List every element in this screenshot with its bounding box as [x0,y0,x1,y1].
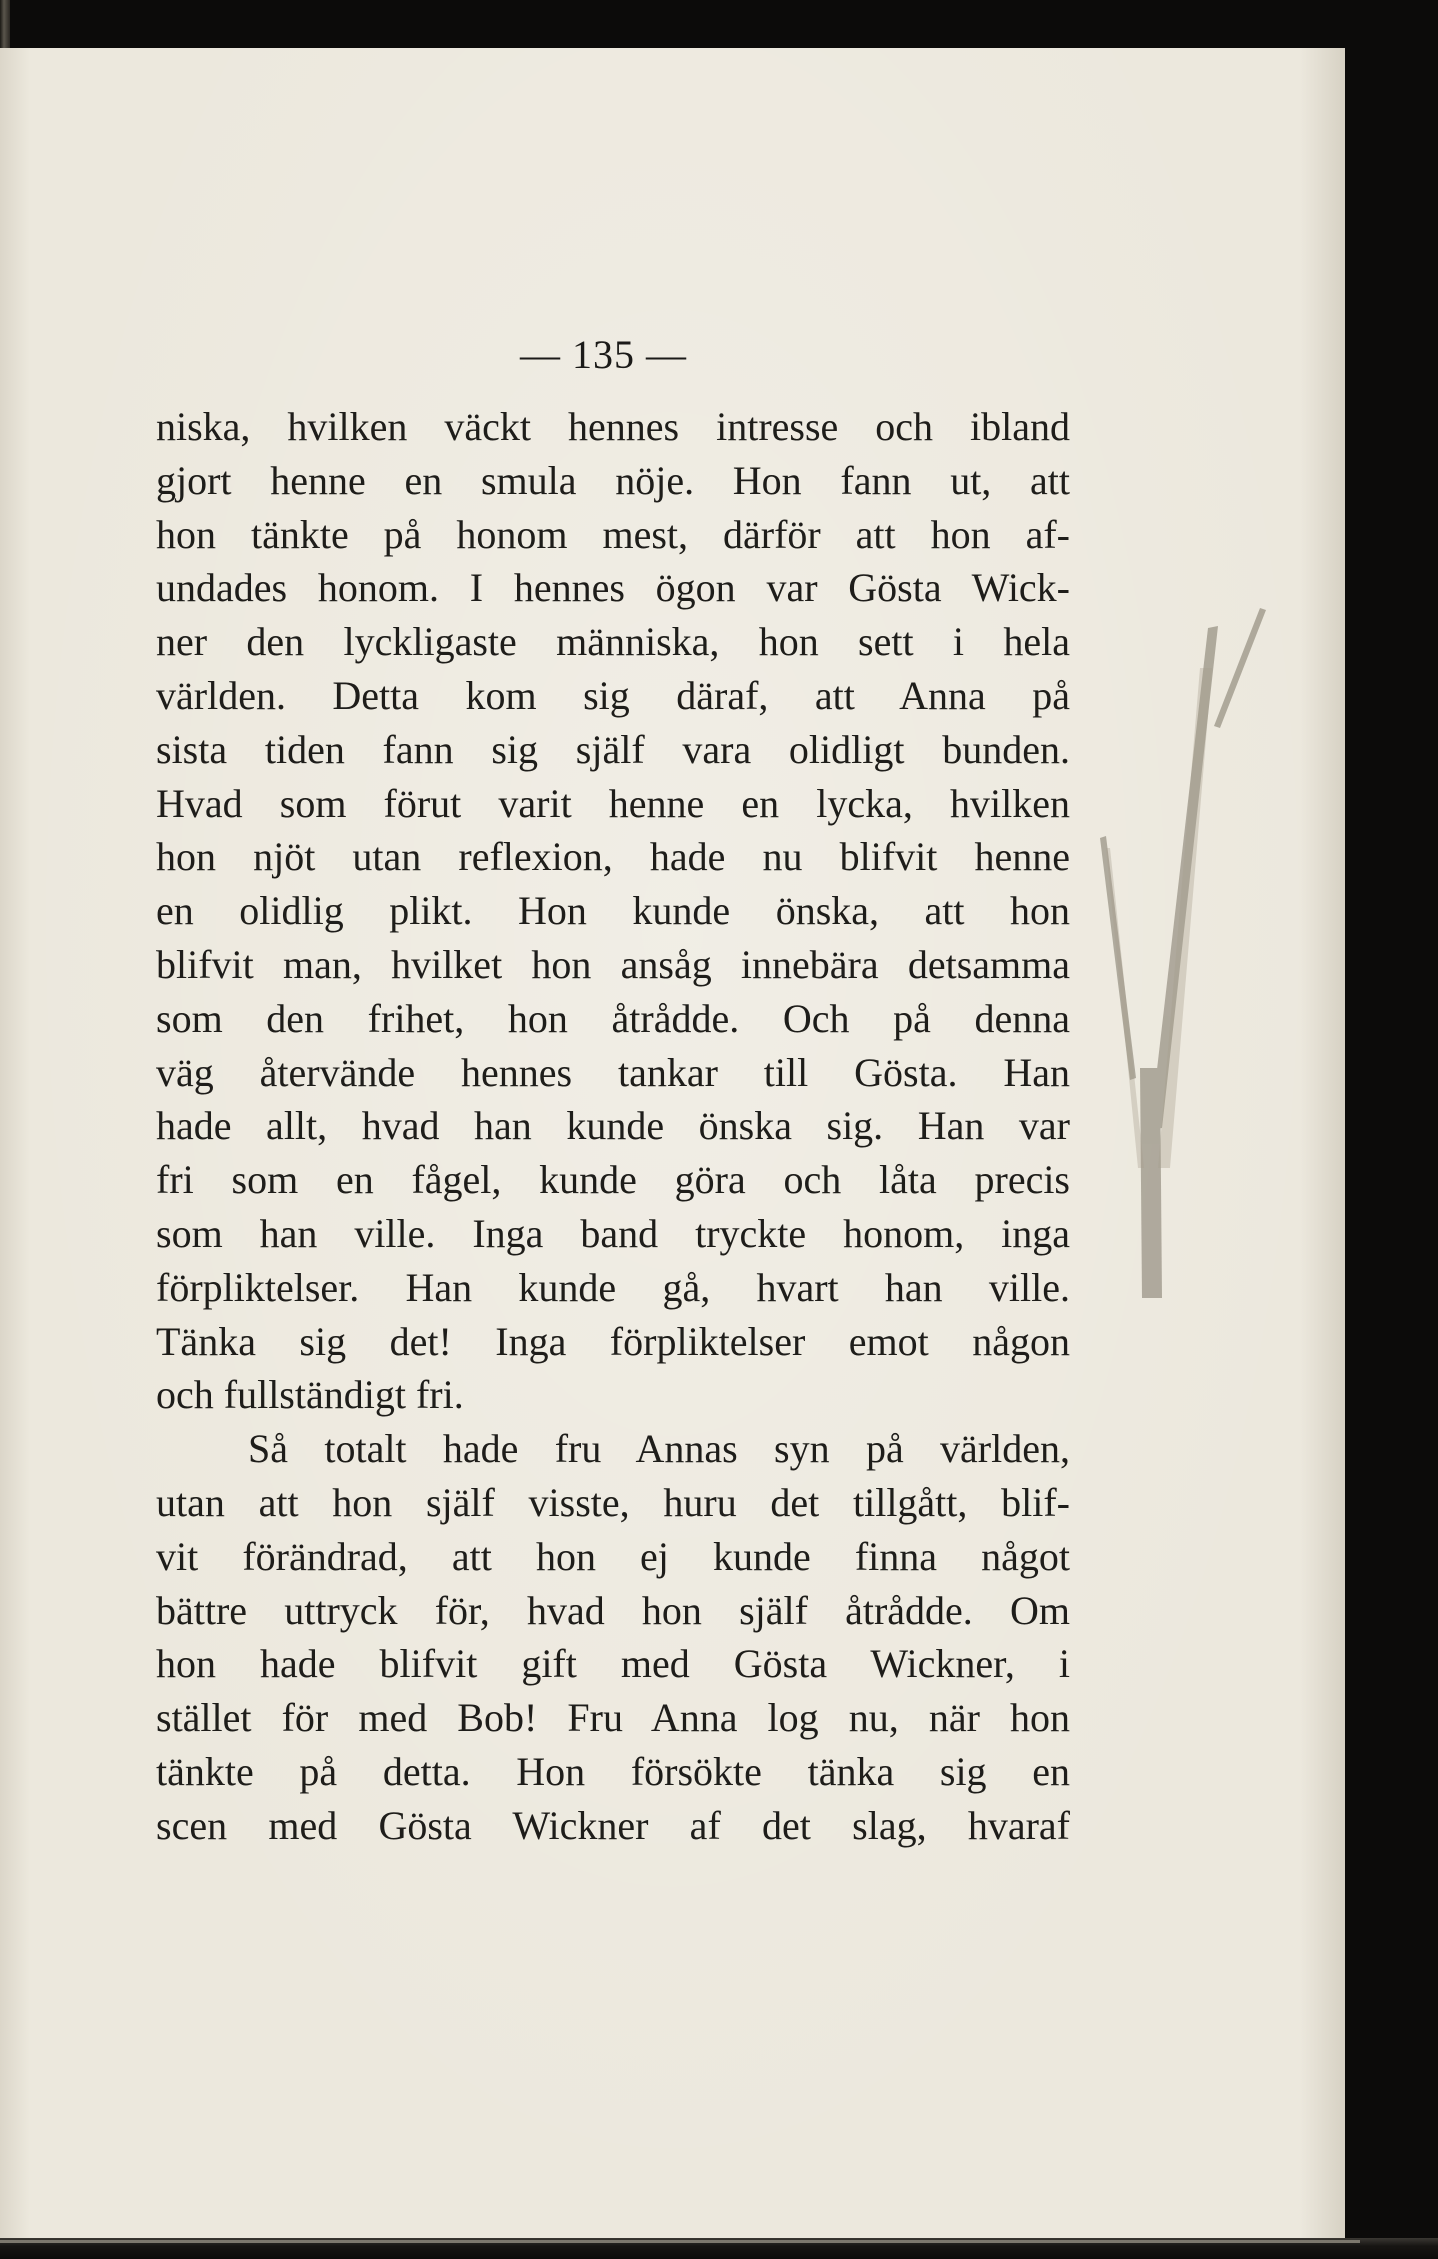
body-text [156,400,1070,1853]
text-line: en olidlig plikt. Hon kunde önska, att hon [156,888,1070,934]
text-line: världen. Detta kom sig däraf, att Anna på [156,672,1070,718]
text-line: scen med Gösta Wickner af det slag, hvaraf [156,1802,1070,1848]
text-line: blifvit man, hvilket hon ansåg innebära detsamma [156,941,1070,987]
text-line: som han ville. Inga band tryckte honom, inga [156,1210,1070,1256]
text-line: hon hade blifvit gift med Gösta Wickner, i [156,1641,1070,1687]
text-line: ner den lyckligaste människa, hon sett i hela [156,619,1070,665]
text-line: bättre uttryck för, hvad hon själf åtrådde. Om [156,1587,1070,1633]
page-number: — 135 — [520,332,687,377]
paper-sheet [0,48,1345,2238]
text-line: hade allt, hvad han kunde önska sig. Han var [156,1103,1070,1149]
text-line: vit förändrad, att hon ej kunde finna något [156,1533,1070,1579]
text-line: niska, hvilken väckt hennes intresse och ibland [156,404,1070,449]
text-line: som den frihet, hon åtrådde. Och på denna [156,995,1070,1041]
text-line: Så totalt hade fru Annas syn på världen, [248,1426,1070,1472]
text-line: sista tiden fann sig själf vara olidligt bunden. [156,726,1070,772]
text-line: väg återvände hennes tankar till Gösta. Han [156,1049,1070,1095]
text-line: stället för med Bob! Fru Anna log nu, när hon [156,1695,1070,1741]
text-line: förpliktelser. Han kunde gå, hvart han ville. [156,1264,1070,1310]
text-line: Tänka sig det! Inga förpliktelser emot någon [156,1318,1070,1364]
text-line: Hvad som förut varit henne en lycka, hvilken [156,780,1070,826]
text-line: hon tänkte på honom mest, därför att hon af- [156,511,1070,557]
scanner-bottom-edge [0,2238,1438,2259]
text-line: utan att hon själf visste, huru det tillgått, blif- [156,1479,1070,1525]
text-line: undades honom. I hennes ögon var Gösta Wick- [156,565,1070,611]
text-line: och fullständigt fri. [156,1372,464,1418]
text-line: tänkte på detta. Hon försökte tänka sig en [156,1748,1070,1794]
text-line: gjort henne en smula nöje. Hon fann ut, att [156,457,1070,503]
text-line: fri som en fågel, kunde göra och låta precis [156,1157,1070,1203]
show-through-letter [1100,608,1310,1328]
text-line: hon njöt utan reflexion, hade nu blifvit henne [156,834,1070,880]
